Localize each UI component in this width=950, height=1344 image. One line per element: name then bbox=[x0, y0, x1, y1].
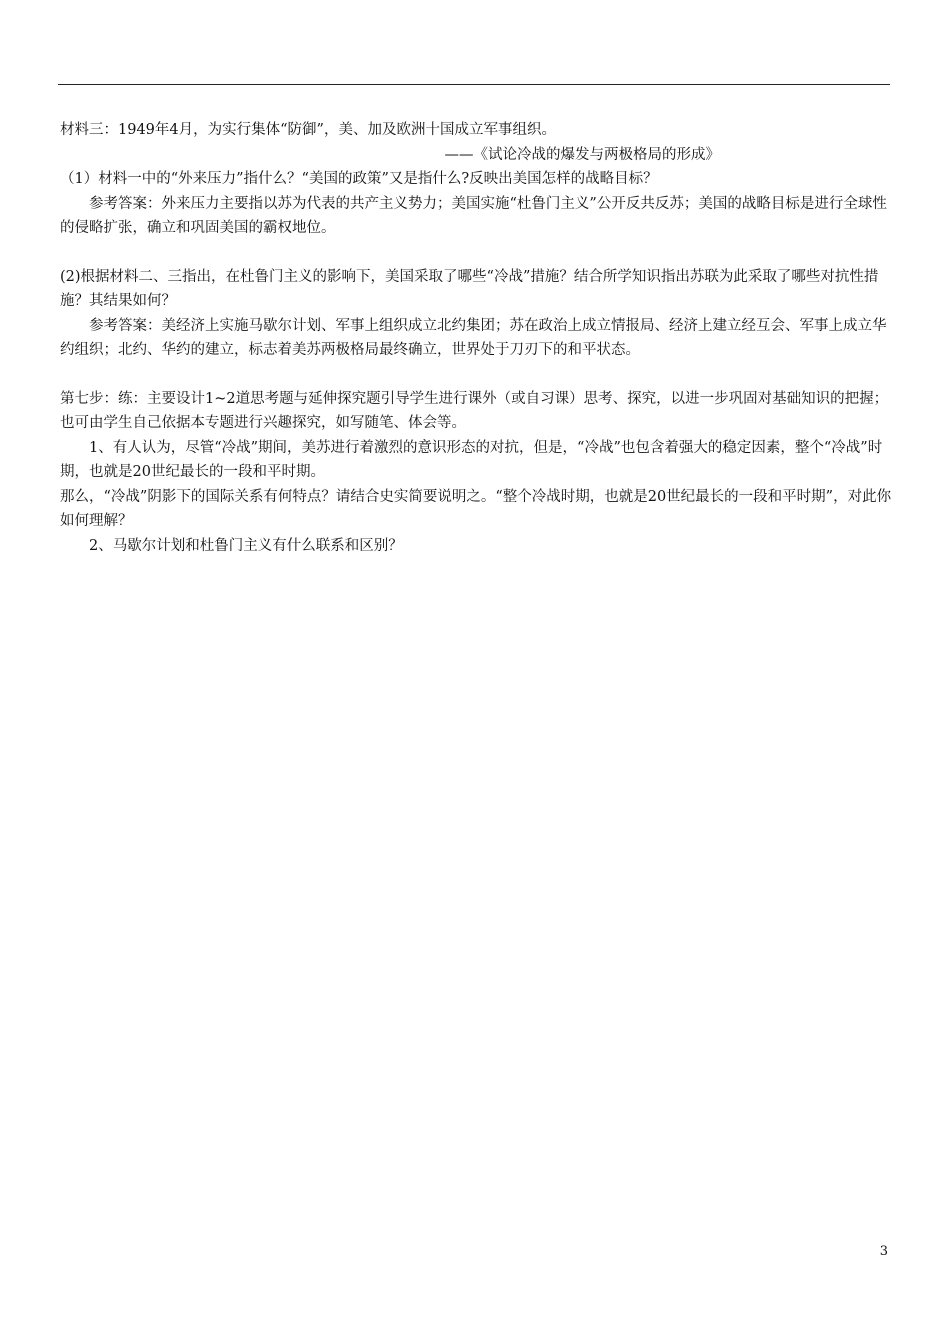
spacer bbox=[60, 363, 892, 387]
task-one: 1、有人认为，尽管“冷战”期间，美苏进行着激烈的意识形态的对抗，但是，“冷战”也包含着强大的稳定因素，整个“冷战”时期，也就是20世纪最长的一段和平时期。 bbox=[60, 439, 883, 480]
question-one-answer: 参考答案：外来压力主要指以苏为代表的共产主义势力；美国实施“杜鲁门主义”公开反共反苏；美国的战略目标是进行全球性的侵略扩张，确立和巩固美国的霸权地位。 bbox=[60, 195, 887, 236]
question-two: (2)根据材料二、三指出，在杜鲁门主义的影响下，美国采取了哪些“冷战”措施？结合所学知识指出苏联为此采取了哪些对抗性措施？其结果如何？ bbox=[60, 268, 879, 309]
spacer bbox=[60, 241, 892, 265]
task-one-continued: 那么，“冷战”阴影下的国际关系有何特点？请结合史实简要说明之。“整个冷战时期，也就是20世纪最长的一段和平时期”，对此你如何理解？ bbox=[60, 488, 892, 529]
task-two: 2、马歇尔计划和杜鲁门主义有什么联系和区别？ bbox=[89, 537, 403, 554]
header-rule bbox=[58, 84, 890, 85]
step-seven: 第七步：练：主要设计1~2道思考题与延伸探究题引导学生进行课外（或自习课）思考、探究，以进一步巩固对基础知识的把握；也可由学生自己依据本专题进行兴趣探究，如写随笔、体会等。 bbox=[60, 390, 889, 431]
page-number: 3 bbox=[879, 1244, 888, 1259]
question-one: （1）材料一中的“外来压力”指什么？“美国的政策”又是指什么?反映出美国怎样的战略目标？ bbox=[60, 171, 658, 187]
material-three: 材料三：1949年4月，为实行集体“防御”，美、加及欧洲十国成立军事组织。 bbox=[60, 122, 556, 138]
material-three-source: ——《试论冷战的爆发与两极格局的形成》 bbox=[444, 146, 720, 163]
question-two-answer: 参考答案：美经济上实施马歇尔计划、军事上组织成立北约集团；苏在政治上成立情报局、经济上建立经互会、军事上成立华约组织；北约、华约的建立，标志着美苏两极格局最终确立，世界处于刀刃下的和平状态。 bbox=[60, 317, 887, 358]
document-body bbox=[60, 118, 892, 558]
